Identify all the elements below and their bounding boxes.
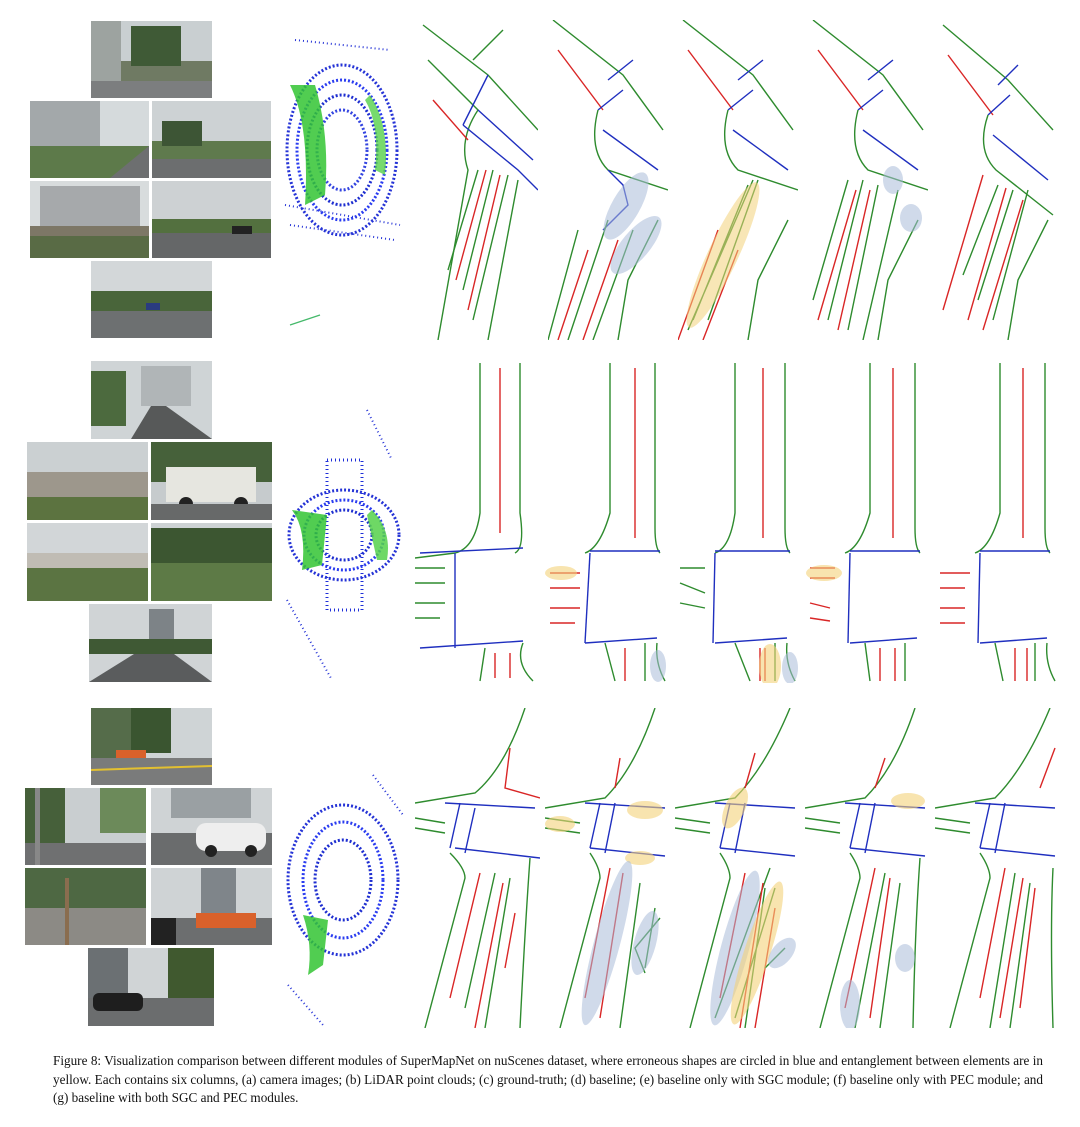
camera-front [91, 361, 212, 439]
map-baseline-pec [805, 363, 930, 683]
figure-caption: Figure 8: Visualization comparison between different modules of SuperMapNet on nuScenes dataset, where erroneous shapes are circled in blue and entanglement between elements are in yellow. Each contains six columns, (a) camera images; (b) LiDAR point clouds; (c) ground-truth; (d) baseline; (e) baseline only with SGC module; (f) baseline only with PEC module; and (g) baseline with both SGC and PEC modules. [53, 1053, 1043, 1105]
map-baseline-pec [805, 708, 930, 1028]
error-circle [782, 652, 798, 683]
error-circle [650, 650, 666, 682]
entangle-circle [717, 784, 754, 832]
error-circle [883, 166, 903, 194]
camera-back [89, 604, 212, 682]
camera-front-right [152, 101, 271, 178]
lidar-point-cloud [283, 755, 408, 1030]
camera-front [91, 21, 212, 98]
camera-back-right [152, 181, 271, 258]
camera-back-left [25, 868, 146, 945]
row-1 [0, 0, 1080, 345]
error-circle [840, 980, 860, 1028]
camera-back [88, 948, 214, 1026]
entangle-circle [759, 644, 781, 683]
camera-front-left [30, 101, 149, 178]
map-baseline-pec [808, 20, 928, 340]
lidar-point-cloud [280, 25, 410, 335]
entangle-circle [545, 816, 575, 832]
error-circle [900, 204, 922, 232]
map-baseline-sgc-pec [935, 708, 1060, 1028]
camera-back-left [27, 523, 148, 601]
map-baseline [545, 363, 670, 683]
camera-front-left [27, 442, 148, 520]
row-2 [0, 355, 1080, 690]
map-ground-truth [418, 20, 538, 340]
camera-back-right [151, 523, 272, 601]
map-baseline-sgc-pec [938, 20, 1058, 340]
map-baseline-sgc-pec [935, 363, 1060, 683]
map-baseline-sgc [675, 708, 800, 1028]
map-baseline-sgc [678, 20, 798, 340]
camera-front-right [151, 442, 272, 520]
row-3 [0, 700, 1080, 1035]
entangle-circle [891, 793, 925, 809]
map-baseline-sgc [675, 363, 800, 683]
camera-back-left [30, 181, 149, 258]
entangle-circle [806, 565, 842, 581]
entangle-circle [627, 801, 663, 819]
entangle-circle [545, 566, 577, 580]
camera-front [91, 708, 212, 785]
map-baseline [548, 20, 668, 340]
map-ground-truth [415, 363, 540, 683]
map-baseline [545, 708, 670, 1028]
camera-front-left [25, 788, 146, 865]
entangle-circle [678, 176, 770, 334]
error-circle [895, 944, 915, 972]
camera-back-right [151, 868, 272, 945]
map-ground-truth [415, 708, 540, 1028]
lidar-point-cloud [282, 400, 407, 685]
camera-front-right [151, 788, 272, 865]
camera-back [91, 261, 212, 338]
